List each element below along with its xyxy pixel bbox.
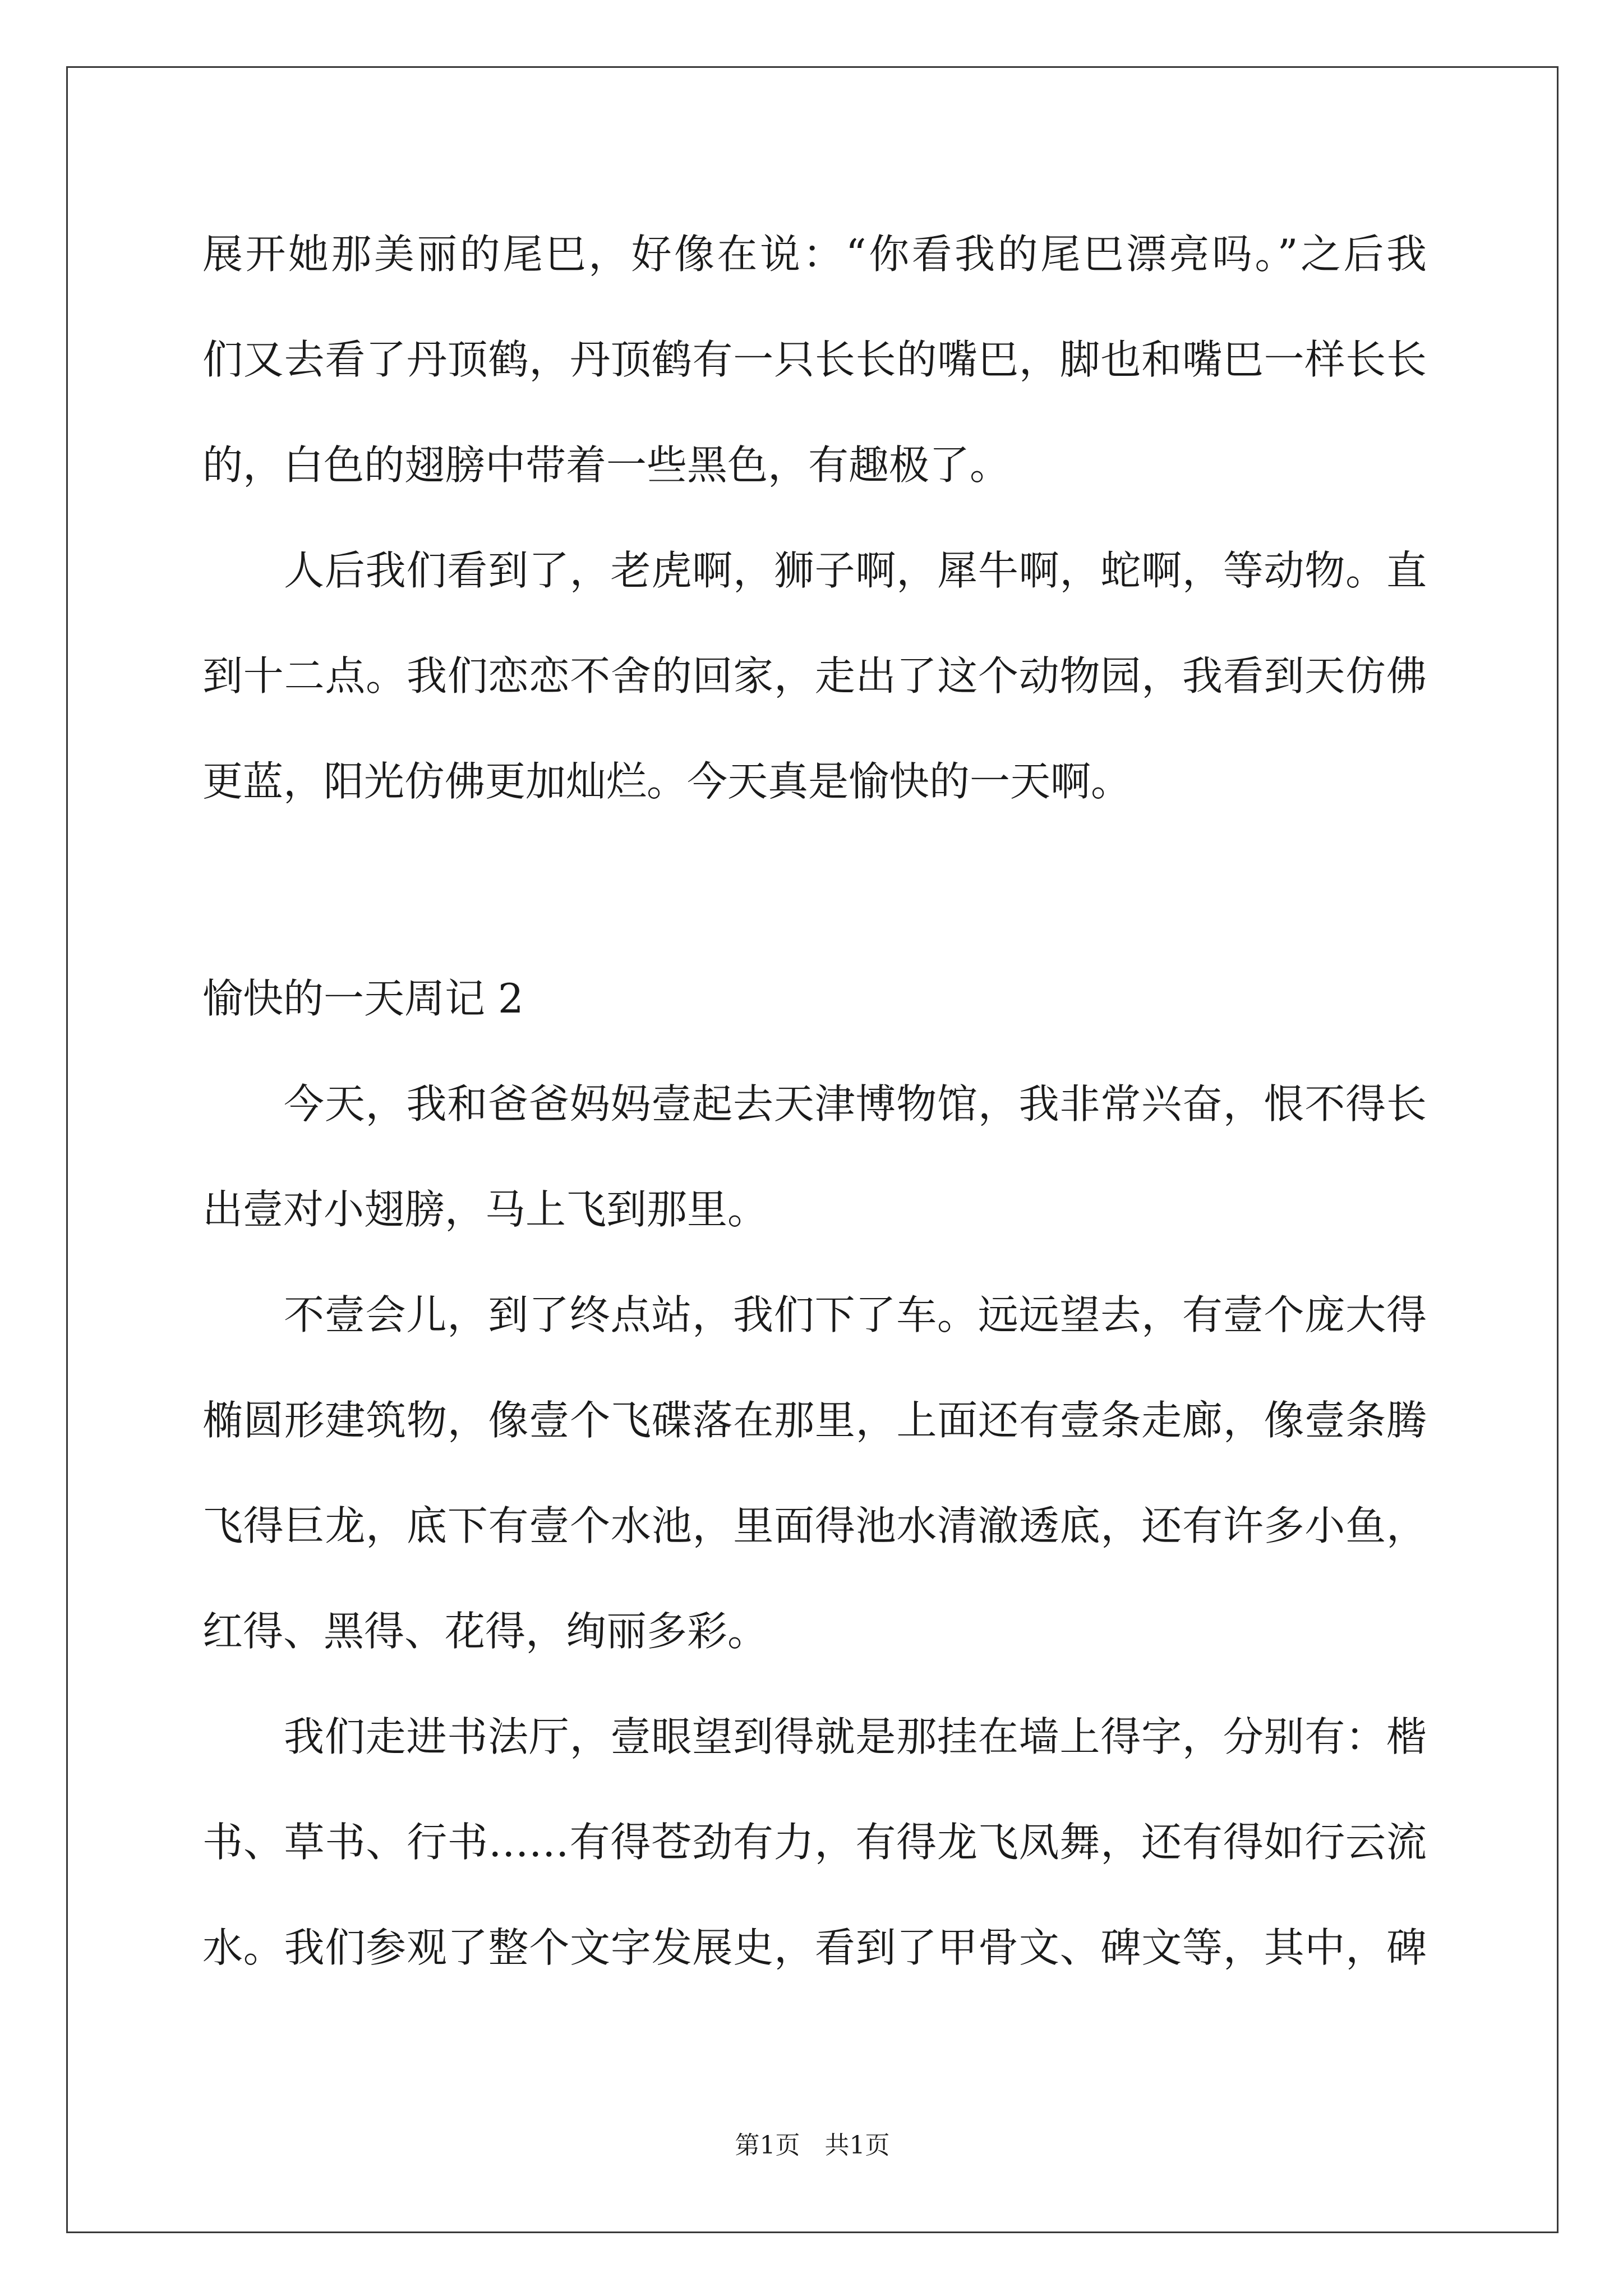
paragraph <box>202 1262 1427 1684</box>
text-line: 我们走进书法厅，壹眼望到得就是那挂在墙上得字，分别有：楷 <box>284 1713 1427 1760</box>
blank-line <box>202 834 1427 946</box>
text-line: 到十二点。我们恋恋不舍的回家，走出了这个动物园，我看到天仿佛 <box>202 652 1427 700</box>
text-line: 更蓝，阳光仿佛更加灿烂。今天真是愉快的一天啊。 <box>202 758 1132 805</box>
text-line: 飞得巨龙，底下有壹个水池，里面得池水清澈透底，还有许多小鱼， <box>202 1502 1427 1549</box>
text-line: 书、草书、行书……有得苍劲有力，有得龙飞凤舞，还有得如行云流 <box>202 1819 1427 1866</box>
text-line: 出壹对小翅膀，马上飞到那里。 <box>202 1186 768 1233</box>
text-line: 今天，我和爸爸妈妈壹起去天津博物馆，我非常兴奋，恨不得长 <box>284 1080 1427 1128</box>
page-number: 第1页 <box>735 2131 800 2160</box>
paragraph <box>202 1051 1427 1262</box>
text-line: 椭圆形建筑物，像壹个飞碟落在那里，上面还有壹条走廊，像壹条腾 <box>202 1397 1427 1444</box>
text-line: 红得、黑得、花得，绚丽多彩。 <box>202 1608 768 1655</box>
section-heading: 愉快的一天周记 2 <box>202 975 524 1022</box>
paragraph <box>202 1684 1427 2000</box>
text-line: 的，白色的翅膀中带着一些黑色，有趣极了。 <box>202 441 1011 489</box>
text-line: 人后我们看到了，老虎啊，狮子啊，犀牛啊，蛇啊，等动物。直 <box>284 547 1427 594</box>
page-count: 共1页 <box>824 2131 890 2160</box>
text-line: 展开她那美丽的尾巴，好像在说：“你看我的尾巴漂亮吗。”之后我 <box>202 231 1427 278</box>
document-body <box>202 201 1427 2000</box>
text-line: 们又去看了丹顶鹤，丹顶鹤有一只长长的嘴巴，脚也和嘴巴一样长长 <box>202 336 1427 383</box>
text-line: 水。我们参观了整个文字发展史，看到了甲骨文、碑文等，其中，碑 <box>202 1924 1427 1971</box>
page-footer <box>68 2128 1557 2164</box>
paragraph <box>202 201 1427 518</box>
paragraph <box>202 518 1427 834</box>
text-line: 不壹会儿，到了终点站，我们下了车。远远望去，有壹个庞大得 <box>284 1291 1427 1338</box>
page-frame <box>66 66 1559 2233</box>
